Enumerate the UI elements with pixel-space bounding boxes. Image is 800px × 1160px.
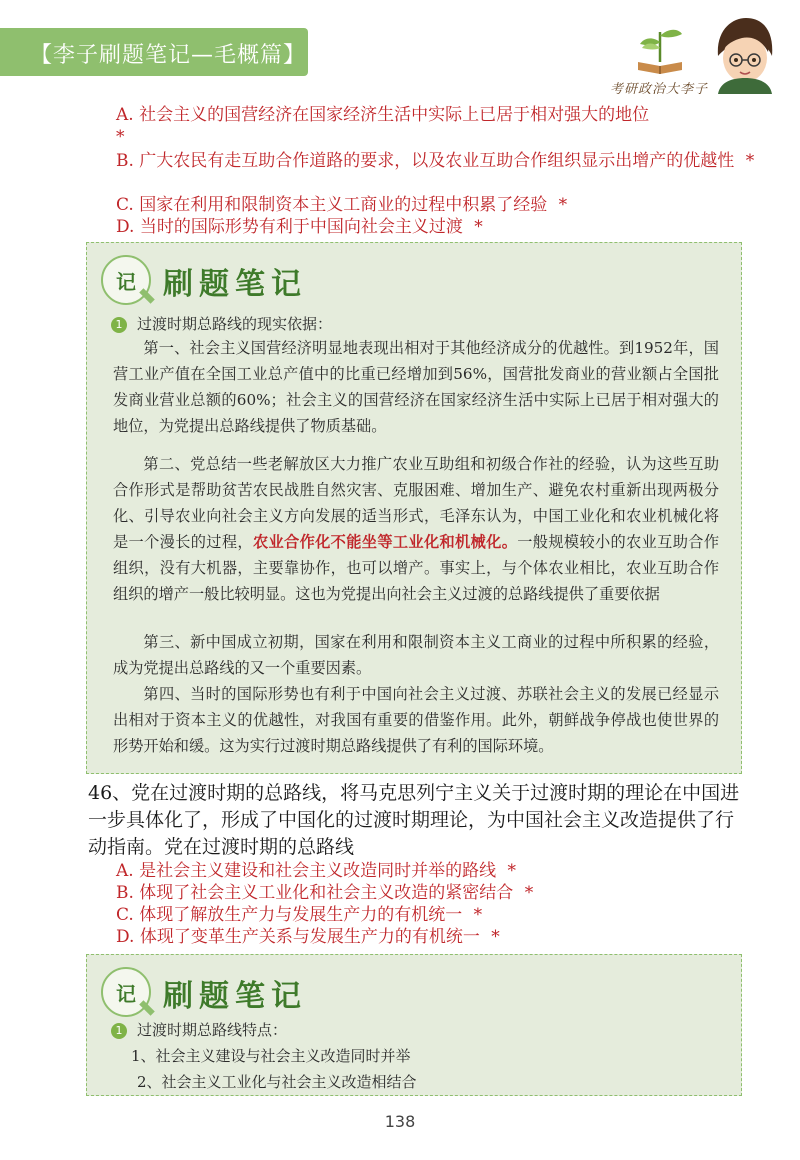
option-a — [116, 104, 756, 148]
question-46-stem: 46、党在过渡时期的总路线，将马克思列宁主义关于过渡时期的理论在中国进一步具体化了，形成了中国化的过渡时期理论，为中国社会主义改造提供了行动指南。党在过渡时期的总路线 — [88, 782, 740, 858]
note-bullet-heading — [111, 313, 332, 334]
header-tab — [0, 28, 308, 76]
q46-option-c-star: * — [473, 905, 483, 925]
note-paragraph-2-highlight: 农业合作化不能坐等工业化和机械化。 — [252, 533, 518, 551]
q46-option-d-star: * — [491, 927, 500, 947]
q46-option-c — [116, 904, 756, 926]
author-avatar-icon — [712, 16, 778, 94]
feature-item-1: 1、社会主义建设与社会主义改造同时并举 — [131, 1047, 411, 1065]
bullet-title: 过渡时期总路线的现实依据： — [137, 315, 333, 333]
bullet-number: 1 — [111, 1023, 127, 1039]
note-header — [101, 255, 401, 311]
note-paragraph-4: 第四、当时的国际形势也有利于中国向社会主义过渡、苏联社会主义的发展已经显示出相对于资本主义的优越性，对我国有重要的借鉴作用。此外，朝鲜战争停战也使世界的形势开始和缓。这为实行过渡时期总路线提供了有利的国际环境。 — [113, 685, 719, 755]
study-note-box-2 — [86, 954, 742, 1096]
q46-option-b-star: * — [524, 883, 534, 903]
note-title: 刷题笔记 — [163, 267, 307, 302]
note-badge-text: 记 — [116, 982, 136, 1006]
bullet-number: 1 — [111, 317, 127, 333]
option-d-star: * — [474, 217, 483, 237]
note-title: 刷题笔记 — [163, 979, 307, 1014]
q46-option-a-text: A. 是社会主义建设和社会主义改造同时并举的路线 — [116, 861, 497, 881]
sprout-book-logo-icon — [630, 18, 690, 76]
brand-text: 考研政治大李子 — [610, 82, 709, 97]
note-paragraph-1: 第一、社会主义国营经济明显地表现出相对于其他经济成分的优越性。到1952年，国营工业产值在全国工业总产值中的比重已经增加到56%，国营批发商业的营业额占全国批发商业营业总额的60%；社会主义的国营经济在国家经济生活中实际上已居于相对强大的地位，为党提出总路线提供了物质基础。 — [113, 339, 719, 435]
page-number: 138 — [384, 1112, 416, 1131]
q46-option-b-text: B. 体现了社会主义工业化和社会主义改造的紧密结合 — [116, 883, 514, 903]
q46-option-b — [116, 882, 756, 904]
q46-option-c-text: C. 体现了解放生产力与发展生产力的有机统一 — [116, 905, 463, 925]
option-c — [116, 194, 756, 216]
q46-option-a — [116, 860, 756, 882]
header-title: 【李子刷题笔记—毛概篇】 — [30, 43, 307, 68]
option-d-text: D. 当时的国际形势有利于中国向社会主义过渡 — [116, 217, 463, 237]
note-header — [101, 967, 401, 1023]
note-paragraph-2 — [113, 451, 719, 607]
option-b-star: * — [745, 151, 755, 171]
note-paragraph-2-b: 一般规模较小的农业互助合作组织，没有大机器，主要靠协作，也可以增产。事实上，与个体农业相比，农业互助合作组织的增产一般比较明显。这也为党提出向社会主义过渡的总路线提供了重要依据 — [113, 533, 720, 603]
option-c-star: * — [558, 195, 568, 215]
note-paragraph-3: 第三、新中国成立初期，国家在利用和限制资本主义工商业的过程中所积累的经验，成为党提出总路线的又一个重要因素。 — [113, 633, 719, 677]
feature-item-2: 2、社会主义工业化与社会主义改造相结合 — [137, 1073, 417, 1091]
note-bullet-heading — [111, 1019, 287, 1040]
bullet-title: 过渡时期总路线特点： — [137, 1021, 288, 1039]
option-a-text: A. 社会主义的国营经济在国家经济生活中实际上已居于相对强大的地位 — [116, 105, 650, 125]
study-note-box-1 — [86, 242, 742, 774]
option-a-star: * — [116, 127, 125, 147]
note-badge-text: 记 — [116, 270, 136, 294]
note-paragraph-2-a: 第二、党总结一些老解放区大力推广农业互助组和初级合作社的经验，认为这些互助合作形式是帮助贫苦农民战胜自然灾害、克服困难、增加生产、避免农村重新出现两极分化、引导农业向社会主义方向发展的适当形式，毛泽东认为，中国工业化和农业机械化将是一个漫长的过程， — [113, 455, 719, 551]
q46-option-a-star: * — [507, 861, 516, 881]
option-b — [116, 150, 756, 172]
option-c-text: C. 国家在利用和限制资本主义工商业的过程中积累了经验 — [116, 195, 548, 215]
q46-option-d — [116, 926, 756, 948]
q46-option-d-text: D. 体现了变革生产关系与发展生产力的有机统一 — [116, 927, 480, 947]
option-d — [116, 216, 756, 238]
option-b-text: B. 广大农民有走互助合作道路的要求，以及农业互助合作组织显示出增产的优越性 — [116, 151, 735, 171]
